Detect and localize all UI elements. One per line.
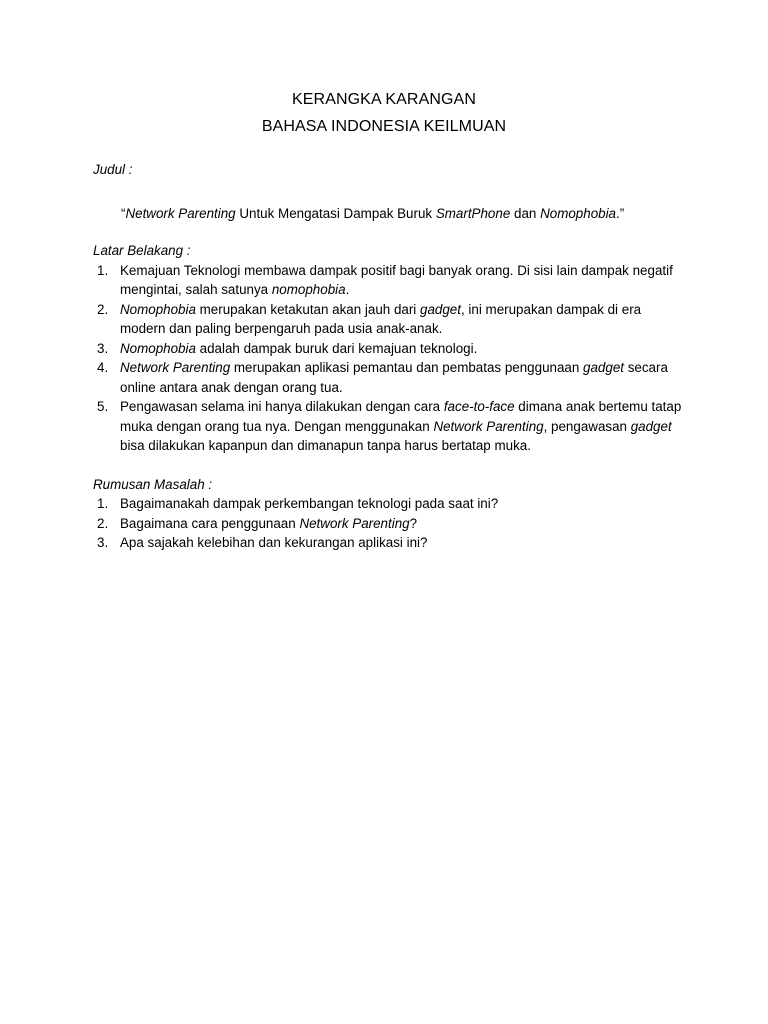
list-item (93, 358, 683, 397)
list-text: bisa dilakukan kapanpun dan dimanapun tanpa harus bertatap muka. (120, 438, 531, 453)
list-item (93, 300, 683, 339)
latar-belakang-heading: Latar Belakang : (93, 243, 191, 258)
list-text-italic: face-to-face (443, 399, 515, 414)
list-text: adalah dampak buruk dari kemajuan teknologi. (195, 340, 478, 356)
list-number: 5. (97, 399, 109, 414)
list-text: , pengawasan (543, 418, 631, 434)
list-text: , ini merupakan dampak di era modern dan paling berpengaruh pada usia anak-anak. (120, 301, 642, 336)
list-text-italic: Network Parenting (299, 515, 410, 531)
list-text: Kemajuan Teknologi membawa dampak positif bagi banyak orang. Di sisi lain dampak negatif mengintai, salah satunya (120, 262, 673, 297)
judul-term-network-parenting: Network Parenting (125, 205, 236, 221)
list-text: Bagaimanakah dampak perkembangan teknologi pada saat ini? (120, 496, 499, 511)
list-text-italic: Nomophobia (120, 301, 196, 317)
list-text-italic: Nomophobia (120, 340, 196, 356)
judul-heading: Judul : (93, 162, 133, 177)
list-text: merupakan ketakutan akan jauh dari (195, 301, 421, 317)
list-text-italic: nomophobia (271, 282, 346, 297)
list-item (93, 397, 683, 456)
list-number: 3. (97, 535, 109, 550)
list-text-italic: gadget (583, 360, 624, 375)
list-text: Pengawasan selama ini hanya dilakukan dengan cara (120, 399, 444, 414)
list-number: 3. (97, 340, 109, 356)
list-item (93, 514, 683, 534)
judul-text-1: Untuk Mengatasi Dampak Buruk (235, 205, 436, 221)
list-item (93, 339, 683, 359)
list-text: ? (409, 515, 418, 531)
title-line-2: BAHASA INDONESIA KEILMUAN (261, 118, 507, 135)
judul-quote-close: .” (616, 205, 625, 221)
list-text-italic: gadget (630, 418, 672, 434)
list-text-italic: gadget (420, 301, 461, 317)
list-number: 2. (97, 515, 109, 531)
list-text: dimana anak bertemu tatap muka dengan orang tua nya. Dengan menggunakan (120, 399, 682, 434)
list-number: 4. (97, 360, 109, 375)
judul-term-smartphone: SmartPhone (435, 205, 511, 221)
document-title (0, 86, 768, 140)
list-number: 1. (97, 496, 109, 511)
list-text: merupakan aplikasi pemantau dan pembatas penggunaan (230, 360, 584, 375)
list-number: 2. (97, 301, 109, 317)
rumusan-masalah-list (93, 494, 683, 553)
judul-text (121, 204, 683, 224)
list-item (93, 533, 683, 553)
judul-text-2: dan (510, 205, 541, 221)
latar-belakang-list (93, 261, 683, 456)
list-text: secara online antara anak dengan orang tua. (120, 360, 668, 395)
list-item (93, 494, 683, 514)
rumusan-masalah-heading: Rumusan Masalah : (93, 476, 213, 492)
document-body (93, 160, 683, 553)
judul-term-nomophobia: Nomophobia (540, 205, 617, 221)
title-line-1: KERANGKA KARANGAN (292, 91, 476, 108)
list-text: . (345, 282, 350, 297)
list-number: 1. (97, 262, 109, 278)
list-text: Apa sajakah kelebihan dan kekurangan aplikasi ini? (120, 535, 428, 550)
list-text: Bagaimana cara penggunaan (120, 515, 300, 531)
list-item (93, 261, 683, 300)
list-text-italic: Network Parenting (120, 360, 231, 375)
judul-quote-open: “ (121, 205, 126, 221)
list-text-italic: Network Parenting (433, 418, 544, 434)
